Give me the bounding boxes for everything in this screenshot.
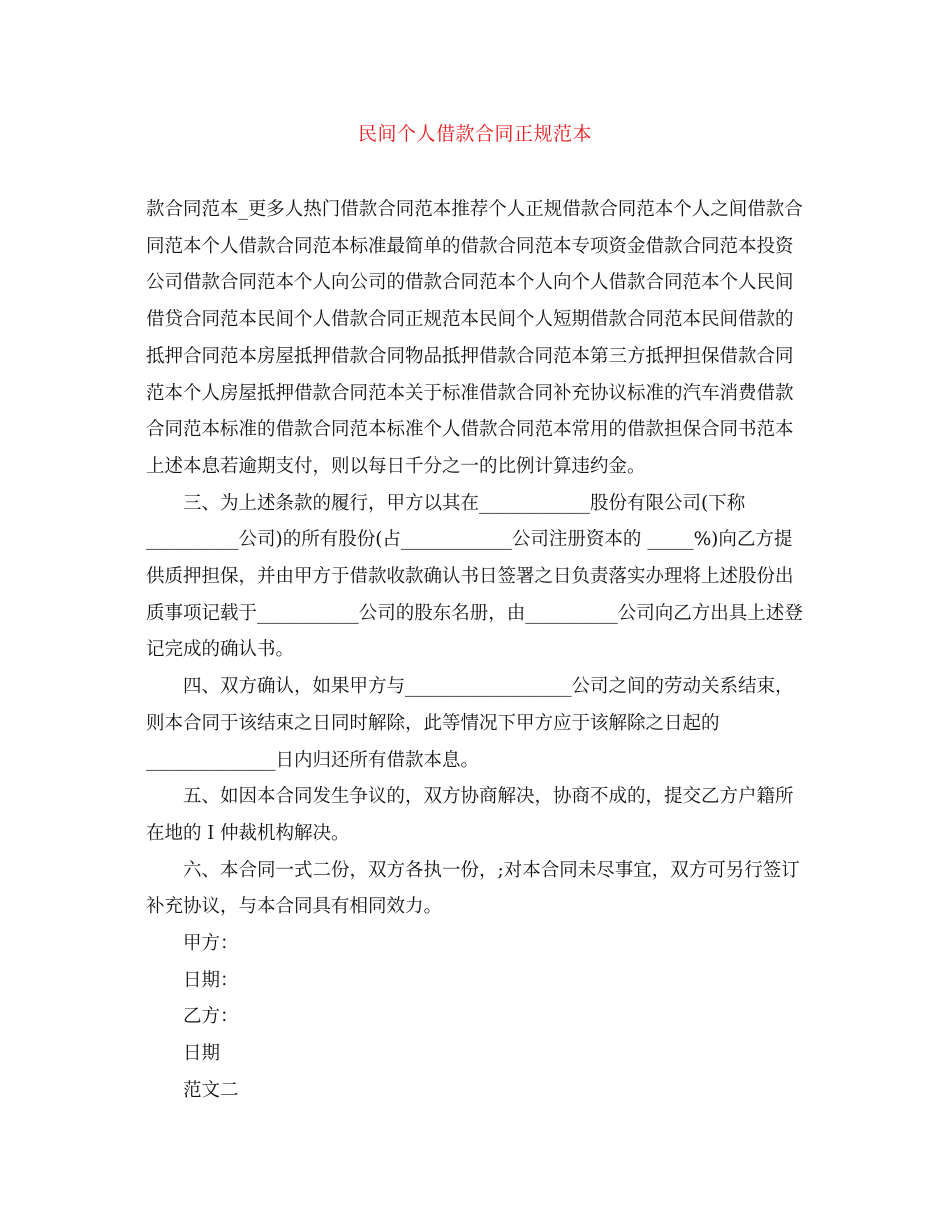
clause-6-paragraph: [146, 853, 814, 926]
clause-4-line: 则本合同于该结束之日同时解除，此等情况下甲方应于该解除之日起的: [146, 712, 720, 734]
clause-5-line: 在地的Ｉ仲裁机构解决。: [146, 822, 350, 844]
clause-3-line: 质事项记载于___________公司的股东名册，由__________公司向乙方出具上述登: [146, 602, 803, 624]
clause-3-paragraph: [146, 486, 814, 670]
intro-line: 上述本息若逾期支付，则以每日千分之一的比例计算违约金。: [146, 455, 646, 477]
clause-6-line: 补充协议，与本合同具有相同效力。: [146, 896, 443, 918]
intro-paragraph: [146, 192, 814, 486]
party-b-label: 乙方：: [183, 1006, 239, 1028]
clause-3-line: __________公司)的所有股份(占____________公司注册资本的 _____%)向乙方提: [146, 529, 793, 551]
clause-3-line: 记完成的确认书。: [146, 639, 295, 661]
document-title: 民间个人借款合同正规范本: [357, 123, 592, 145]
intro-line: 合同范本标准的借款合同范本标准个人借款合同范本常用的借款担保合同书范本: [146, 419, 794, 441]
party-a-label: 甲方：: [183, 933, 239, 955]
next-section-heading: 范文二: [183, 1079, 239, 1101]
clause-6-line: 六、本合同一式二份，双方各执一份，;对本合同未尽事宜，双方可另行签订: [183, 859, 800, 881]
date-label-1: 日期：: [183, 969, 239, 991]
document-body: [146, 192, 814, 1110]
intro-line: 借贷合同范本民间个人借款合同正规范本民间个人短期借款合同范本民间借款的: [146, 309, 794, 331]
intro-line: 同范本个人借款合同范本标准最简单的借款合同范本专项资金借款合同范本投资: [146, 235, 794, 257]
intro-line: 公司借款合同范本个人向公司的借款合同范本个人向个人借款合同范本个人民间: [146, 272, 794, 294]
intro-line: 款合同范本_更多人热门借款合同范本推荐个人正规借款合同范本个人之间借款合: [146, 199, 803, 220]
clause-3-line: 供质押担保，并由甲方于借款收款确认书日签署之日负责落实办理将上述股份出: [146, 566, 794, 588]
clause-4-paragraph: [146, 669, 814, 779]
clause-4-line: ______________日内归还所有借款本息。: [146, 749, 480, 771]
clause-5-line: 五、如因本合同发生争议的，双方协商解决，协商不成的，提交乙方户籍所: [183, 786, 794, 808]
clause-3-line: 三、为上述条款的履行，甲方以其在____________股份有限公司(下称: [183, 492, 746, 514]
intro-line: 抵押合同范本房屋抵押借款合同物品抵押借款合同范本第三方抵押担保借款合同: [146, 345, 794, 367]
clause-5-paragraph: [146, 779, 814, 852]
clause-4-line: 四、双方确认，如果甲方与__________________公司之间的劳动关系结束，: [183, 676, 794, 698]
intro-line: 范本个人房屋抵押借款合同范本关于标准借款合同补充协议标准的汽车消费借款: [146, 382, 794, 404]
date-label-2: 日期: [183, 1043, 221, 1065]
